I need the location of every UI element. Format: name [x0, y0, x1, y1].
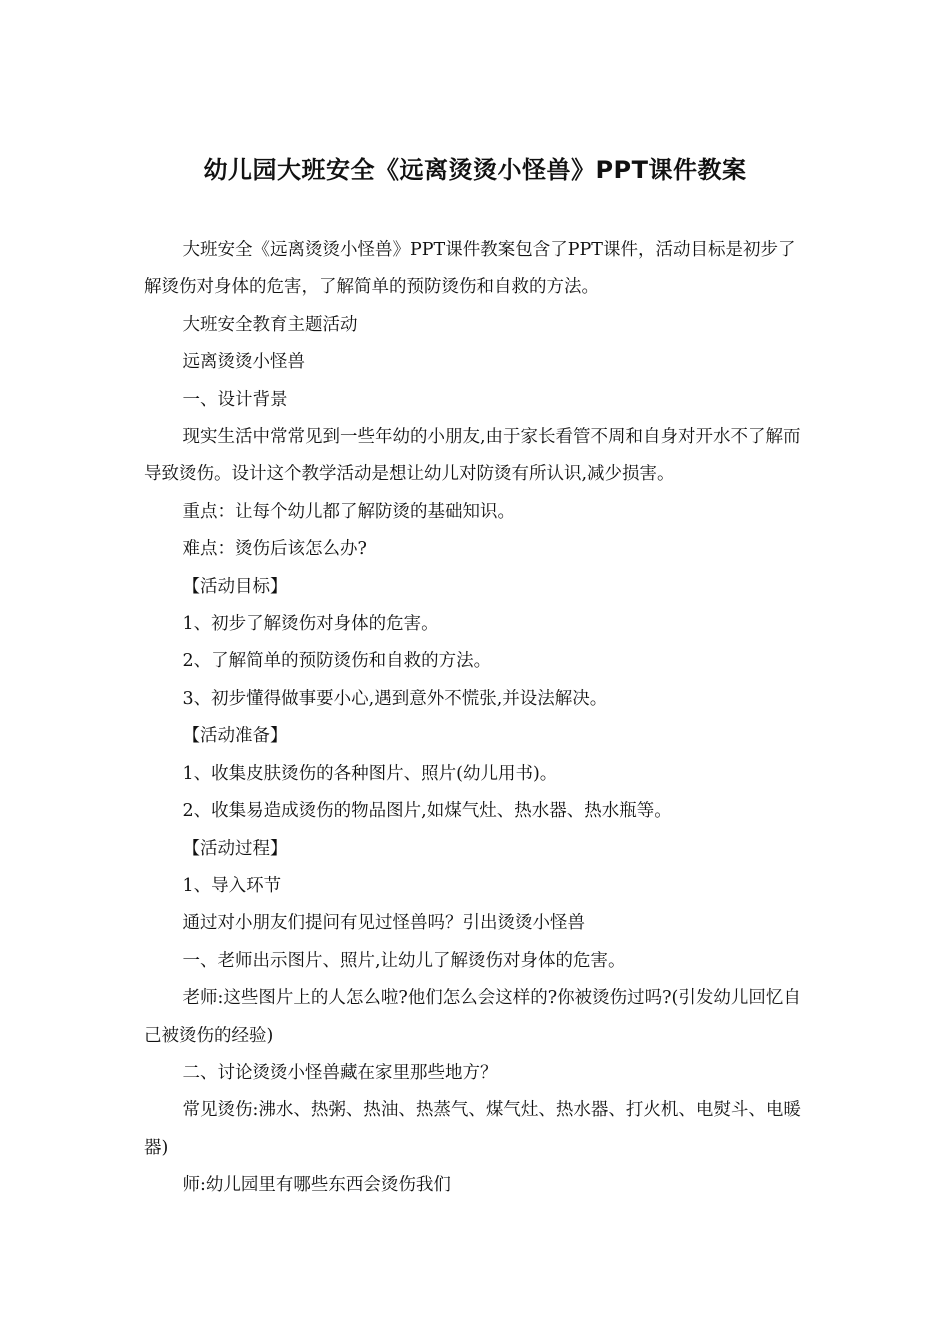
list-item-prep-2: 2、收集易造成烫伤的物品图片,如煤气灶、热水器、热水瓶等。	[182, 801, 672, 822]
list-item-process-1: 1、导入环节	[182, 875, 282, 896]
paragraph-theme: 大班安全教育主题活动	[182, 314, 358, 335]
paragraph-process-intro: 通过对小朋友们提问有见过怪兽吗？引出烫烫小怪兽	[182, 913, 585, 934]
paragraph-difficulty: 难点：烫伤后该怎么办?	[182, 539, 367, 560]
section-heading-background: 一、设计背景	[182, 389, 288, 410]
paragraph-teacher-kindergarten: 师:幼儿园里有哪些东西会烫伤我们	[182, 1175, 451, 1196]
paragraph-subtitle: 远离烫烫小怪兽	[182, 352, 305, 373]
document-body	[144, 232, 812, 1205]
paragraph-intro: 大班安全《远离烫烫小怪兽》PPT课件教案包含了PPT课件，活动目标是初步了解烫伤对身体的危害，了解简单的预防烫伤和自救的方法。	[144, 240, 796, 298]
section-heading-preparation: 【活动准备】	[182, 726, 288, 747]
paragraph-step-one: 一、老师出示图片、照片,让幼儿了解烫伤对身体的危害。	[182, 950, 626, 971]
list-item-goal-1: 1、初步了解烫伤对身体的危害。	[182, 614, 439, 635]
paragraph-step-two: 二、讨论烫烫小怪兽藏在家里那些地方？	[182, 1062, 498, 1083]
section-heading-process: 【活动过程】	[182, 838, 288, 859]
list-item-goal-2: 2、了解简单的预防烫伤和自救的方法。	[182, 651, 492, 672]
paragraph-key-point: 重点：让每个幼儿都了解防烫的基础知识。	[182, 501, 515, 522]
paragraph-teacher-question: 老师:这些图片上的人怎么啦?他们怎么会这样的?你被烫伤过吗?(引发幼儿回忆自己被烫伤的经验)	[144, 988, 801, 1046]
paragraph-background: 现实生活中常常见到一些年幼的小朋友,由于家长看管不周和自身对开水不了解而导致烫伤。设计这个教学活动是想让幼儿对防烫有所认识,减少损害。	[144, 427, 801, 485]
paragraph-common-burns: 常见烫伤:沸水、热粥、热油、热蒸气、煤气灶、热水器、打火机、电熨斗、电暖器)	[144, 1100, 801, 1158]
section-heading-goals: 【活动目标】	[182, 576, 288, 597]
list-item-goal-3: 3、初步懂得做事要小心,遇到意外不慌张,并设法解决。	[182, 688, 608, 709]
document-title: 幼儿园大班安全《远离烫烫小怪兽》PPT课件教案	[203, 156, 747, 184]
list-item-prep-1: 1、收集皮肤烫伤的各种图片、照片(幼儿用书)。	[182, 763, 558, 784]
